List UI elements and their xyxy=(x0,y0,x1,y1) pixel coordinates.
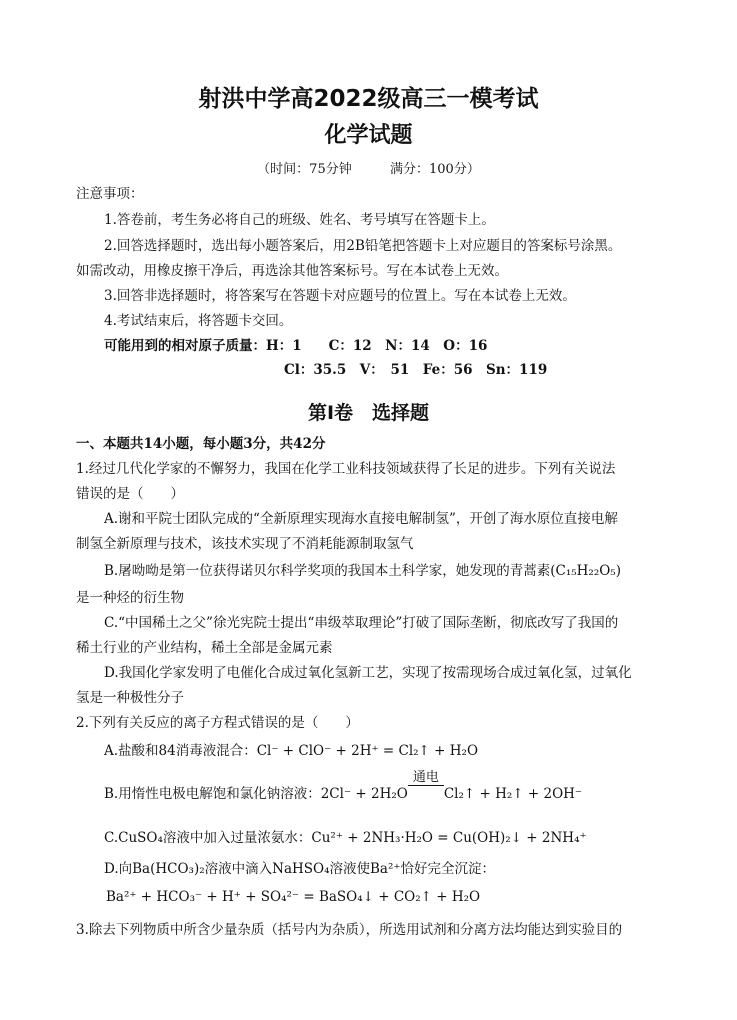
time-label: （时间：75分钟 xyxy=(257,162,352,177)
notes-heading: 注意事项： xyxy=(76,186,144,202)
q2-option-a-equation: Cl⁻ + ClO⁻ + 2H⁺ = Cl₂↑ + H₂O xyxy=(256,743,479,759)
q1-option-b-text: B.屠呦呦是第一位获得诺贝尔科学奖项的我国本土科学家，她发现的青蒿素 xyxy=(104,563,551,579)
q1-option-b-formula: (C₁₅H₂₂O₅) xyxy=(550,563,621,579)
electrolysis-arrow xyxy=(408,770,444,802)
score-label: 满分：100分） xyxy=(390,162,480,177)
exam-meta xyxy=(0,158,737,177)
q2-option-a-text: A.盐酸和84消毒液混合： xyxy=(104,743,257,759)
q2-option-b-condition: 通电 xyxy=(408,771,444,786)
q2-option-b-eq-right: Cl₂↑ + H₂↑ + 2OH⁻ xyxy=(443,786,583,802)
exam-title: 射洪中学高2022级高三一模考试 xyxy=(198,86,539,112)
atomic-mass-row-1: 可能用到的相对原子质量：H：1 C：12 N：14 O：16 xyxy=(104,338,488,354)
q1-option-a-cont: 制氢全新原理与技术，该技术实现了不消耗能源制取氢气 xyxy=(76,536,414,552)
q2-stem: 2.下列有关反应的离子方程式错误的是（ ） xyxy=(76,715,359,731)
q2-option-c xyxy=(104,826,587,846)
q2-option-a xyxy=(104,739,478,759)
q3-stem: 3.除去下列物质中所含少量杂质（括号内为杂质），所选用试剂和分离方法均能达到实验目的 xyxy=(76,922,623,938)
q2-option-d-equation: Ba²⁺ + HCO₃⁻ + H⁺ + SO₄²⁻ = BaSO₄↓ + CO₂↑ + H₂O xyxy=(106,889,481,905)
atomic-mass-row-2: Cl：35.5 V： 51 Fe：56 Sn：119 xyxy=(284,362,548,378)
section-instruction: 一、本题共14小题，每小题3分，共42分 xyxy=(76,436,326,452)
exam-subject: 化学试题 xyxy=(324,123,413,148)
q1-option-b xyxy=(104,559,621,579)
q1-option-c: C.“中国稀土之父”徐光宪院士提出“串级萃取理论”打破了国际垄断，彻底改写了我国的 xyxy=(104,615,619,631)
note-item-2: 2.回答选择题时，选出每小题答案后，用2B铅笔把答题卡上对应题目的答案标号涂黑。 xyxy=(104,238,622,254)
section-title: 第Ⅰ卷 选择题 xyxy=(307,402,430,424)
q2-option-d: D.向Ba(HCO₃)₂溶液中滴入NaHSO₄溶液使Ba²⁺恰好完全沉淀： xyxy=(104,861,495,877)
q1-option-d-cont: 氢是一种极性分子 xyxy=(76,690,184,706)
q1-option-a: A.谢和平院士团队完成的“全新原理实现海水直接电解制氢”，开创了海水原位直接电解 xyxy=(104,511,618,527)
note-item-2-cont: 如需改动，用橡皮擦干净后，再选涂其他答案标号。写在本试卷上无效。 xyxy=(76,263,508,279)
q1-stem: 1.经过几代化学家的不懈努力，我国在化学工业科技领域获得了长足的进步。下列有关说法 xyxy=(76,461,616,477)
q2-option-c-text: C.CuSO₄溶液中加入过量浓氨水： xyxy=(104,830,312,846)
q1-stem-cont: 错误的是（ ） xyxy=(76,486,184,502)
note-item-4: 4.考试结束后，将答题卡交回。 xyxy=(104,313,293,329)
q1-option-c-cont: 稀土行业的产业结构，稀土全部是金属元素 xyxy=(76,640,333,656)
q1-option-b-cont: 是一种烃的衍生物 xyxy=(76,590,184,606)
q2-option-c-equation: Cu²⁺ + 2NH₃·H₂O = Cu(OH)₂↓ + 2NH₄⁺ xyxy=(311,830,587,846)
q2-option-b-eq-left: 2Cl⁻ + 2H₂O xyxy=(320,786,408,802)
note-item-3: 3.回答非选择题时，将答案写在答题卡对应题号的位置上。写在本试卷上无效。 xyxy=(104,288,576,304)
note-item-1: 1.答卷前，考生务必将自己的班级、姓名、考号填写在答题卡上。 xyxy=(104,212,495,228)
q2-option-b xyxy=(104,770,583,802)
q1-option-d: D.我国化学家发明了电催化合成过氧化氢新工艺，实现了按需现场合成过氧化氢，过氧化 xyxy=(104,665,632,681)
q2-option-b-text: B.用惰性电极电解饱和氯化钠溶液： xyxy=(104,786,321,802)
